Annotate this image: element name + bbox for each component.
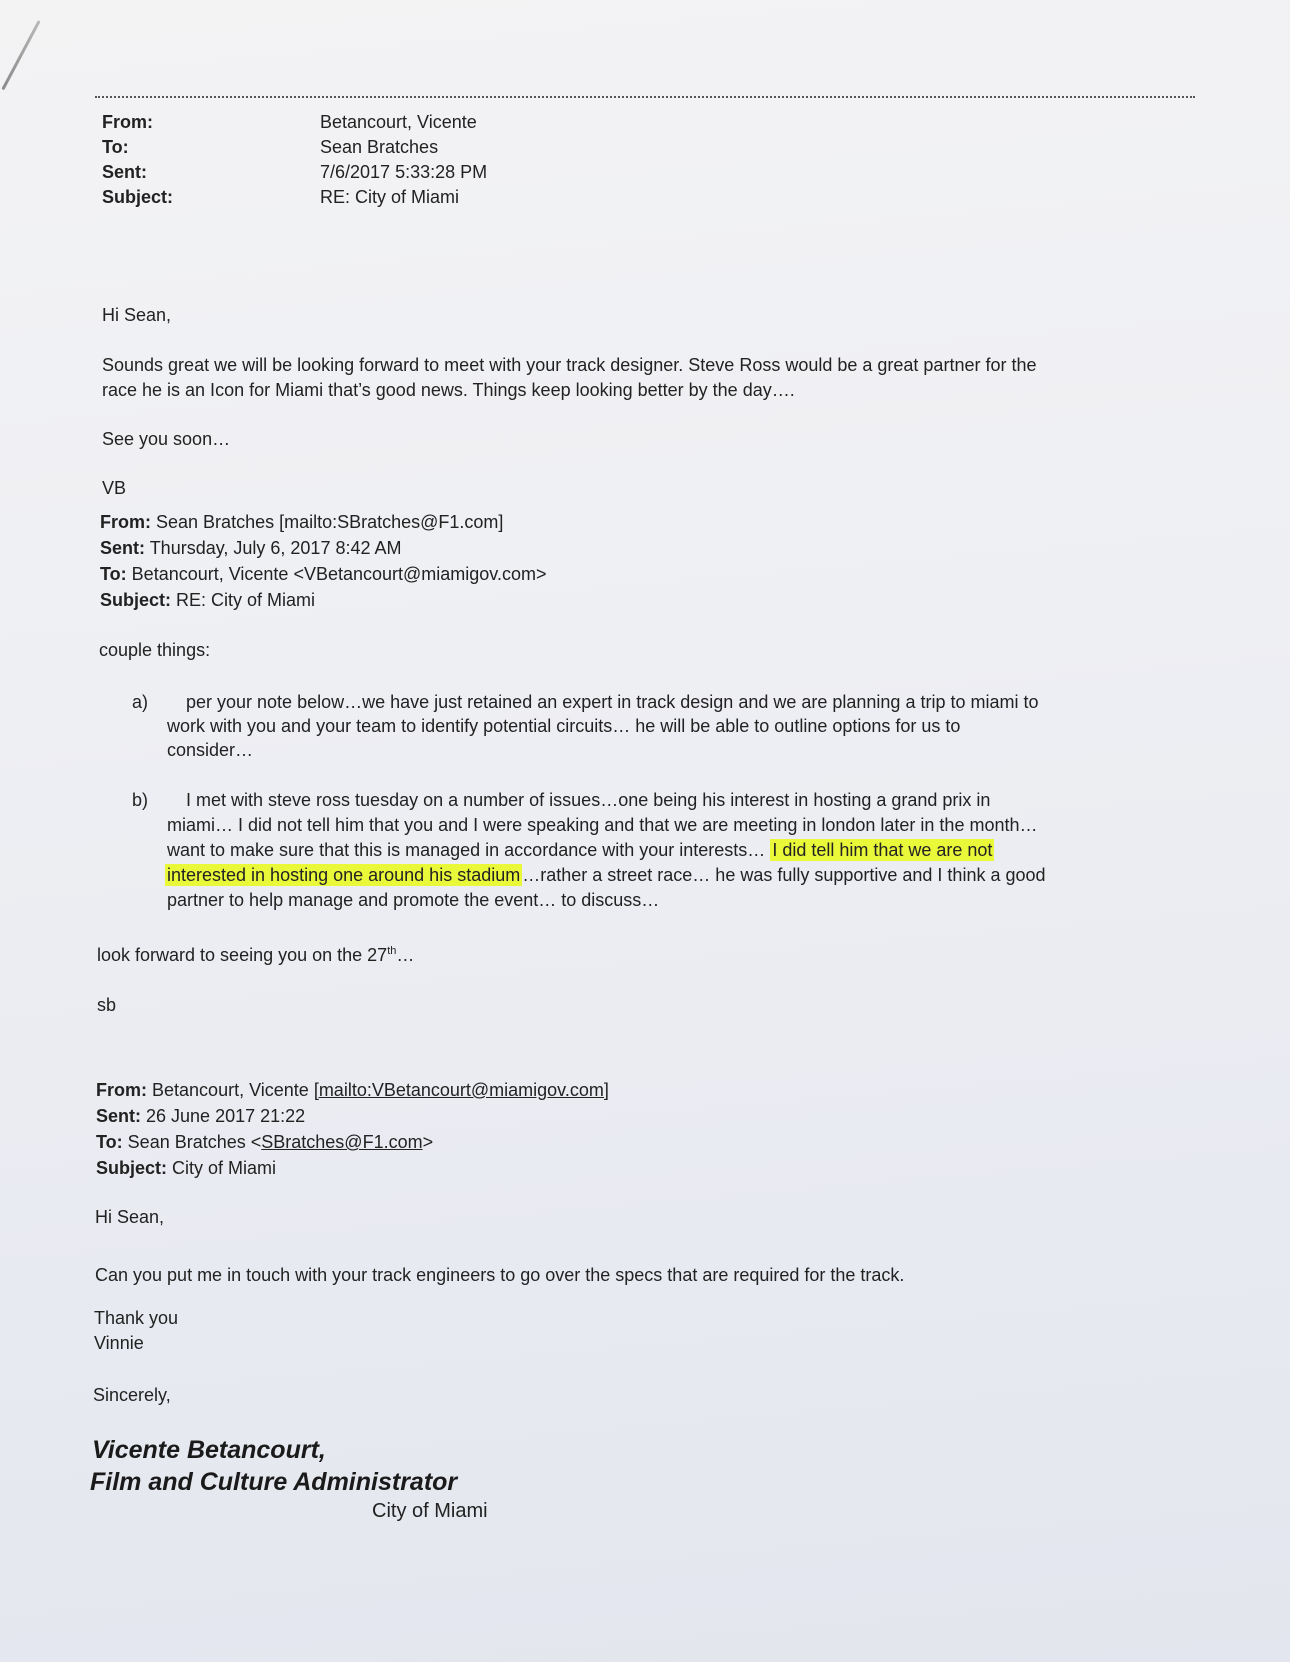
msg2-from-line [100,512,503,533]
header-to-value: Sean Bratches [320,137,439,157]
msg2-subject-value: RE: City of Miami [176,590,316,610]
msg3-sent-value: 26 June 2017 21:22 [146,1106,306,1126]
msg3-sincerely: Sincerely, [93,1385,171,1405]
msg2-subject-label: Subject: [100,590,172,610]
msg3-to-name: Sean Bratches < [127,1132,262,1152]
msg2-closing [97,945,414,966]
msg2-item-b-line3 [167,840,994,861]
msg2-item-b-line4-text: …rather a street race… he was fully supportive and I think a good [522,865,1046,885]
header-sent-value: 7/6/2017 5:33:28 PM [320,162,488,182]
header-from-value: Betancourt, Vicente [320,112,477,132]
reply1-body-line2: race he is an Icon for Miami that’s good news. Things keep looking better by the day…. [102,380,795,400]
msg2-sent-label: Sent: [100,538,145,558]
msg2-to-line [100,564,547,585]
staple [1,20,40,90]
header-from-label: From: [102,112,153,132]
msg2-sent-line [100,538,402,559]
reply1-closing: See you soon… [102,429,231,449]
reply1-body-line1: Sounds great we will be looking forward to meet with your track designer. Steve Ross would be a great partner for the [102,355,1037,375]
header-subject-value: RE: City of Miami [320,187,460,207]
msg3-subject-value: City of Miami [172,1158,277,1178]
msg3-subject-label: Subject: [96,1158,168,1178]
highlighted-text: I did tell him that we are not [772,840,993,860]
msg3-from-label: From: [96,1080,147,1100]
msg2-sent-value: Thursday, July 6, 2017 8:42 AM [149,538,402,558]
msg3-to-tail: > [422,1132,434,1152]
header-to-label: To: [102,137,129,157]
msg3-body: Can you put me in touch with your track engineers to go over the specs that are required for the track. [95,1265,905,1285]
msg2-item-b-line5: partner to help manage and promote the event… to discuss… [167,890,660,910]
msg2-from-value: Sean Bratches [mailto:SBratches@F1.com] [156,512,504,532]
msg2-to-value: Betancourt, Vicente <VBetancourt@miamigov.com> [131,564,547,584]
msg2-item-b-line4 [165,865,1046,886]
signature-name: Vicente Betancourt, [92,1436,326,1464]
msg2-item-b-line2: miami… I did not tell him that you and I were speaking and that we are meeting in london later in the month… [167,815,1038,835]
msg2-item-a-line3: consider… [167,740,254,760]
msg2-item-b-line1: I met with steve ross tuesday on a number of issues…one being his interest in hosting a grand prix in [186,790,991,810]
msg3-sent-line [96,1106,305,1127]
msg3-greeting: Hi Sean, [95,1207,165,1227]
msg2-from-label: From: [100,512,151,532]
msg2-item-a-line2: work with you and your team to identify potential circuits… he will be able to outline options for us to [167,716,961,736]
highlighted-text: interested in hosting one around his stadium [167,865,521,885]
msg2-closing-text: look forward to seeing you on the 27 [97,945,388,965]
msg2-item-b-line3-text: want to make sure that this is managed in accordance with your interests… [167,840,766,860]
reply1-greeting: Hi Sean, [102,305,172,325]
msg2-initials: sb [97,995,117,1015]
msg3-to-link[interactable]: SBratches@F1.com [261,1132,423,1152]
msg2-to-label: To: [100,564,127,584]
msg2-item-a-marker: a) [132,692,149,712]
msg3-to-label: To: [96,1132,123,1152]
msg3-to-line [96,1132,433,1153]
msg2-item-a-line1: per your note below…we have just retained an expert in track design and we are planning a trip to miami to [186,692,1039,712]
msg3-subject-line [96,1158,276,1179]
reply1-initials: VB [102,478,127,498]
signature-org: City of Miami [372,1500,488,1522]
header-sent-label: Sent: [102,162,147,182]
msg2-closing-tail: … [396,945,415,965]
msg3-from-line [96,1080,609,1101]
msg3-sent-label: Sent: [96,1106,141,1126]
msg2-item-b-marker: b) [132,790,149,810]
msg2-intro: couple things: [99,640,211,660]
msg3-from-link[interactable]: [mailto:VBetancourt@miamigov.com] [313,1080,609,1100]
msg2-subject-line [100,590,315,611]
header-subject-label: Subject: [102,187,174,207]
header-divider [95,96,1195,98]
msg3-thanks: Thank you [94,1308,179,1328]
signature-title: Film and Culture Administrator [90,1468,458,1496]
msg3-name: Vinnie [94,1333,144,1353]
msg3-from-name: Betancourt, Vicente [152,1080,309,1100]
msg2-closing-sup: th [387,945,397,957]
